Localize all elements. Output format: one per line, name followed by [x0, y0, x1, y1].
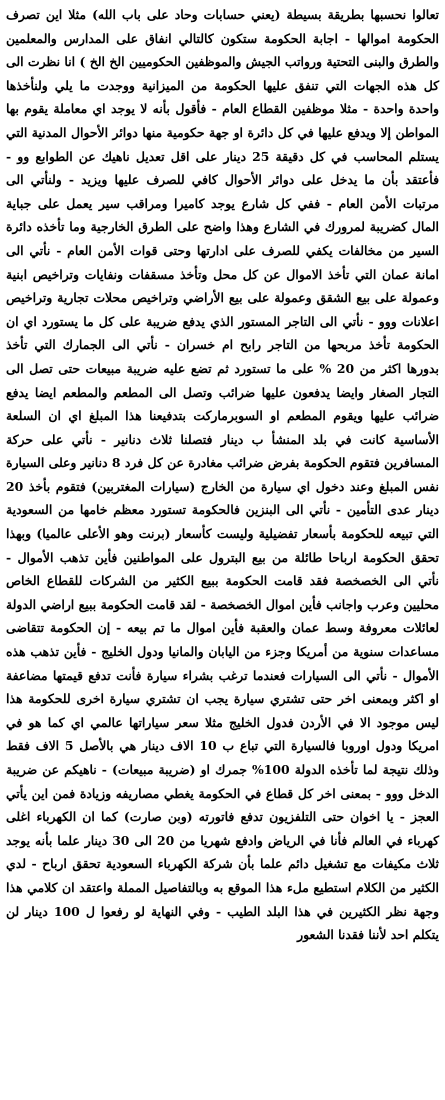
article-paragraph: تعالوا نحسبها بطريقة بسيطة (يعني حسابات وحاد على باب الله) مثلا اين تصرف الحكومة اموالها - اجابة الحكومة ستكون كالتالي انفاق على المدارس والمعلمين والطرق والبنى التحتية ورواتب الجيش والموظفين الحكوميين الخ الخ ) انا نظرت الى كل هذه الجهات التي تنفق عليها الحكومة من الميزانية ووجدت ما يلي ولنأخذها واحدة واحدة - مثلا موظفين القطاع العام - فأقول بأنه لا يوجد اي معاملة يقوم بها المواطن إلا ويدفع عليها في كل دائرة او جهة حكومية منها دوائر الأحوال المدنية التي يستلم المحاسب في كل دقيقة 25 دينار على اقل تعديل ناهيك عن الطوابع وو - فأعتقد بأن ما يدخل على دوائر الأحوال كافي للصرف عليها ويزيد - ولنأتي الى مرتبات الأمن العام - ففي كل شارع يوجد كاميرا ومراقب سير يعمل على جباية المال كضريبة لمرورك في الشارع وهذا واضح على الطرق الخارجية وما تأخذه دائرة السير من مخالفات يكفي للصرف على ادارتها وحتى قوات الأمن العام - نأتي الى امانة عمان التي تأخذ الاموال عن كل محل وتأخذ مسقفات ونفايات وتراخيص ابنية وعمولة على بيع الشقق وعمولة على بيع الأراضي وتراخيص محلات تجارية وتراخيص اعلانات ووو - نأتي الى التاجر المستور الذي يدفع ضريبة على كل ما يستورد اي ان الحكومة تأخذ مربحها من التاجر رابح ام خسران - نأتي الى الجمارك التي تأخذ بدورها اكثر من 20 % على ما تستورد ثم تضع عليه ضريبة مبيعات حتى تصل الى التجار الصغار وايضا يدفعون عليها ضرائب وتصل الى المطعم والمطعم ايضا يدفع ضرائب عليها ويقوم المطعم او السوبرماركت بتدفيعنا هذا المبلغ اي ان السلعة الأساسية كانت في بلد المنشأ ب دينار فتصلنا ثلاث دنانير - نأتي على حركة المسافرين فتقوم الحكومة بفرض ضرائب مغادرة عن كل فرد 8 دنانير وعلى السيارة نفس المبلغ وعند دخول اي سيارة من الخارج (سيارات المغتربين) فتقوم بأخذ 20 دينار عدى التأمين - نأتي الى البنزين فالحكومة تستورد معظم خامها من السعودية التي تبيعه للحكومة بأسعار تفضيلية وليست كأسعار (برنت وهو الأعلى عالميا) وبهذا تحقق الحكومة ارباحا طائلة من بيع البترول على المواطنين فأين تذهب الأموال - نأتي الى الخصخصة فقد قامت الحكومة ببيع الكثير من الشركات للقطاع الخاص محليين وعرب واجانب فأين اموال الخصخصة - لقد قامت الحكومة ببيع اراضي الدولة لعائلات معروفة وسط عمان والعقبة فأين اموال ما تم بيعه - إن الحكومة تتقاضى مساعدات سنوية من أمريكا وجزء من اليابان والمانيا ودول الخليج - فأين تذهب هذه الأموال - نأتي الى السيارات فعندما ترغب بشراء سيارة فأنت تدفع قيمتها مضاعفة او اكثر وبمعنى اخر حتى تشتري سيارة يجب ان تشتري سيارة اخرى للحكومة هذا ليس موجود الا في الأردن فدول الخليج مثلا سعر سياراتها عالمي اي كما هو في امريكا ودول اوروبا فالسيارة التي تباع ب 10 الاف دينار هي بالأصل 5 الاف فقط وذلك نتيجة لما تأخذه الدولة 100% جمرك او (ضريبة مبيعات) - ناهيكم عن ضريبة الدخل ووو - بمعنى اخر كل قطاع في الحكومة يغطي مصاريفه وزيادة فمن اين يأتي العجز - يا اخوان حتى التلفزيون تدفع فاتورته (وبن صارت) كما ان الكهرباء اغلى كهرباء في العالم فأنا في الرياض وادفع شهريا من 20 الى 30 دينار علما بأنه يوجد ثلاث مكيفات مع تشغيل دائم علما بأن شركة الكهرباء السعودية تحقق ارباح - لدي الكثير من الكلام استطيع ملء هذا الموقع به وبالتفاصيل المملة واعتقد ان كلامي هذا وجهة نظر الكثيرين في هذا البلد الطيب - وفي النهاية لو رفعوا ل 100 دينار لن يتكلم احد لأننا فقدنا الشعور: [6, 7, 439, 943]
